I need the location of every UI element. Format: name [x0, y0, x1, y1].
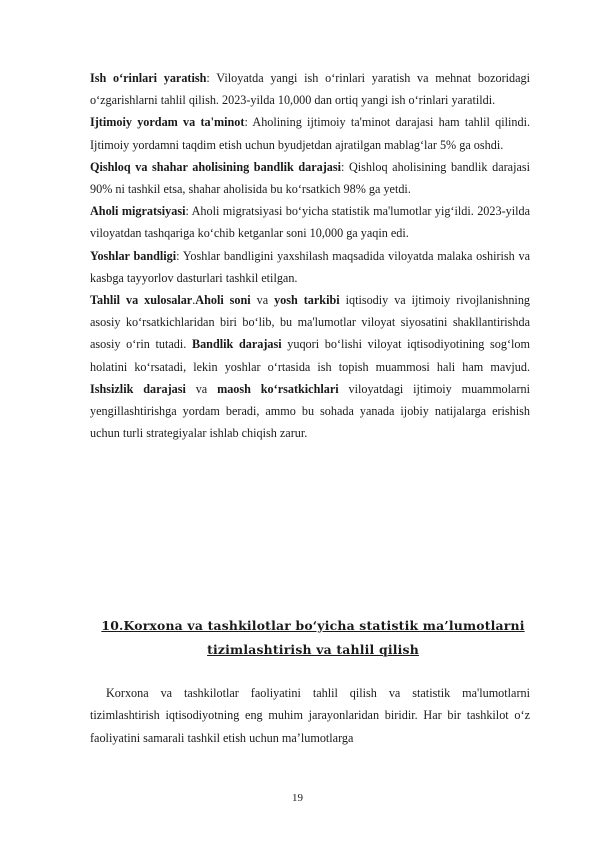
term-youth-employment: Yoshlar bandligi: [90, 248, 177, 263]
summary-term-employment-level: Bandlik darajasi: [191, 337, 282, 352]
section-body-paragraph: Korxona va tashkilotlar faoliyatini tahlil qilish va statistik ma'lumotlarni tizimlashtirish iqtisodiyotning eng muhim jarayonlaridan biridir. Har bir tashkilot o‘z faoliyatini samarali tashkil etish uchun ma’lumotlarga: [90, 686, 530, 745]
text-social-support: : Aholining ijtimoiy ta'minot darajasi ham tahlil qilindi. Ijtimoiy yordamni taqdim etish uchun byudjetdan ajratilgan mablag‘lar 5% ga oshdi.: [90, 115, 531, 152]
text-migration: : Aholi migratsiyasi bo‘yicha statistik ma'lumotlar yig‘ildi. 2023-yilda viloyatdan tashqariga ko‘chib ketganlar soni 10,000 ga yaqin edi.: [90, 204, 530, 241]
summary-term-population: Aholi soni: [195, 293, 251, 308]
term-migration: Aholi migratsiyasi: [90, 204, 186, 219]
summary-term-analysis: Tahlil va xulosalar: [90, 293, 193, 308]
term-social-support: Ijtimoiy yordam va ta'minot: [90, 115, 245, 130]
summary-text-3: iqtisodiy va ijtimoiy rivojlanishning asosiy ko‘rsatkichlaridan biri bo‘lib, bu ma'lumotlar viloyat siyosatini shakllantirishda asosiy o‘rin tutadi.: [90, 293, 531, 352]
summary-term-age-structure: yosh tarkibi: [274, 293, 340, 308]
paragraph-youth-employment: [90, 245, 530, 289]
page-number: 19: [292, 792, 303, 804]
summary-text-4: yuqori bo‘lishi viloyat iqtisodiyotining sog‘lom holatini ko‘rsatadi, lekin yoshlar o‘rtasida ish topish muammosi hali ham mavjud.: [90, 337, 530, 374]
summary-term-unemployment: Ishsizlik darajasi: [90, 381, 186, 396]
section-heading: 10.Korxona va tashkilotlar bo‘yicha statistik ma’lumotlarni tizimlashtirish va tahlil qilish: [101, 618, 525, 657]
text-rural-urban-employment: : Qishloq aholisining bandlik darajasi 90% ni tashkil etsa, shahar aholisida bu ko‘rsatkich 98% ga yetdi.: [90, 159, 530, 197]
paragraph-migration: [90, 200, 530, 244]
summary-term-salary: maosh ko‘rsatkichlari: [217, 381, 339, 396]
term-job-creation: Ish o‘rinlari yaratish: [90, 71, 207, 85]
term-rural-urban-employment: Qishloq va shahar aholisining bandlik darajasi: [90, 159, 342, 174]
paragraph-social-support: [90, 111, 530, 155]
summary-text-5: va: [185, 381, 218, 396]
paragraph-job-creation: [90, 67, 530, 111]
paragraph-summary: [90, 289, 530, 444]
summary-text-2: va: [250, 293, 275, 308]
text-job-creation: : Viloyatda yangi ish o‘rinlari yaratish va mehnat bozoridagi o‘zgarishlarni tahlil qilish. 2023-yilda 10,000 dan ortiq yangi ish o‘rinlari yaratildi.: [90, 71, 531, 108]
paragraph-rural-urban-employment: [90, 156, 530, 200]
document-body: [90, 67, 530, 444]
text-youth-employment: : Yoshlar bandligini yaxshilash maqsadida viloyatda malaka oshirish va kasbga tayyorlov dasturlari tashkil etilgan.: [90, 248, 530, 285]
summary-text-1: .: [192, 293, 196, 308]
summary-text-6: viloyatdagi ijtimoiy muammolarni yengillashtirishga yordam beradi, ammo bu sohada yanada ijobiy natijalarga erishish uchun turli strategiyalar ishlab chiqish zarur.: [90, 381, 530, 441]
